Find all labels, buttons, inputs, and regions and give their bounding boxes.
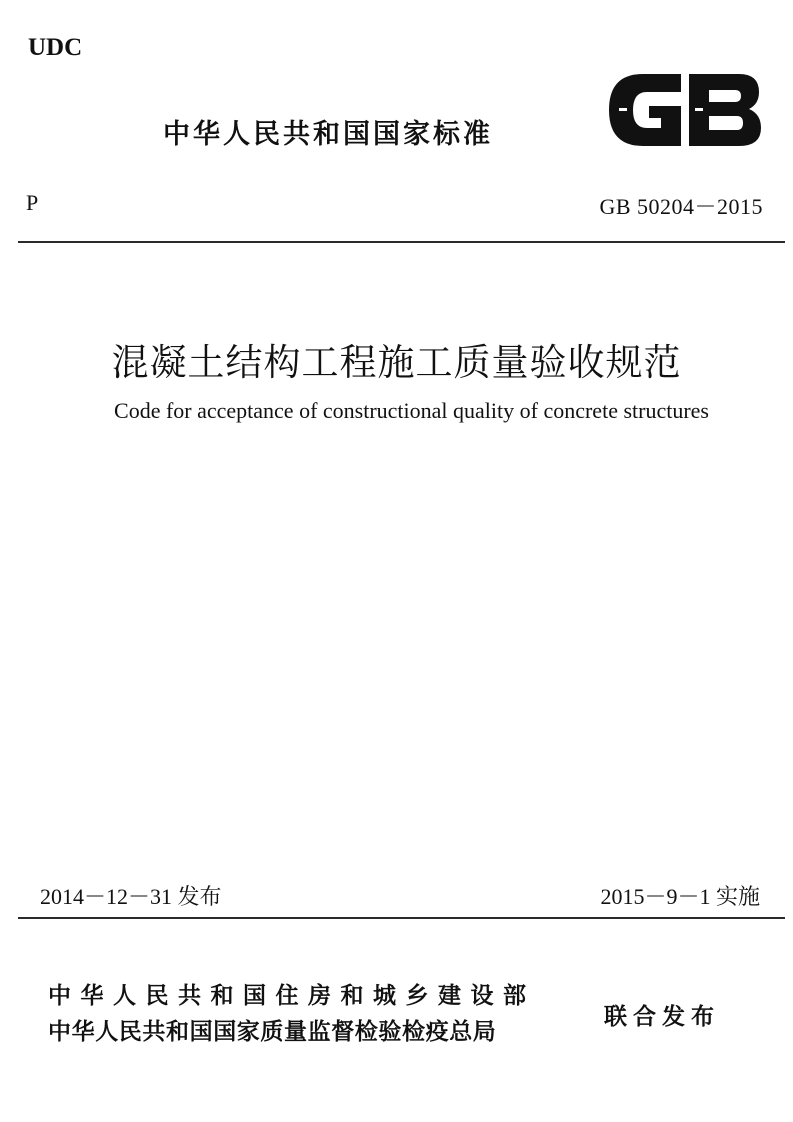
gb-logo (603, 70, 763, 150)
footer-divider (18, 917, 785, 919)
joint-issue-label: 联合发布 (604, 1004, 720, 1030)
standard-type-heading: 中华人民共和国国家标准 (163, 119, 493, 150)
header-divider (18, 241, 785, 243)
document-title-english: Code for acceptance of constructional quality of concrete structures (114, 398, 709, 423)
udc-label: UDC (28, 34, 83, 61)
classification-code: P (26, 190, 39, 215)
issue-date: 2014－12－31 发布 (40, 884, 222, 909)
document-title-chinese: 混凝土结构工程施工质量验收规范 (111, 341, 682, 384)
issuer-ministry: 中华人民共和国住房和城乡建设部 (48, 983, 536, 1009)
standard-number: GB 50204－2015 (599, 194, 763, 219)
issuer-quality-administration: 中华人民共和国国家质量监督检验检疫总局 (48, 1019, 497, 1045)
implementation-date: 2015－9－1 实施 (600, 884, 760, 909)
